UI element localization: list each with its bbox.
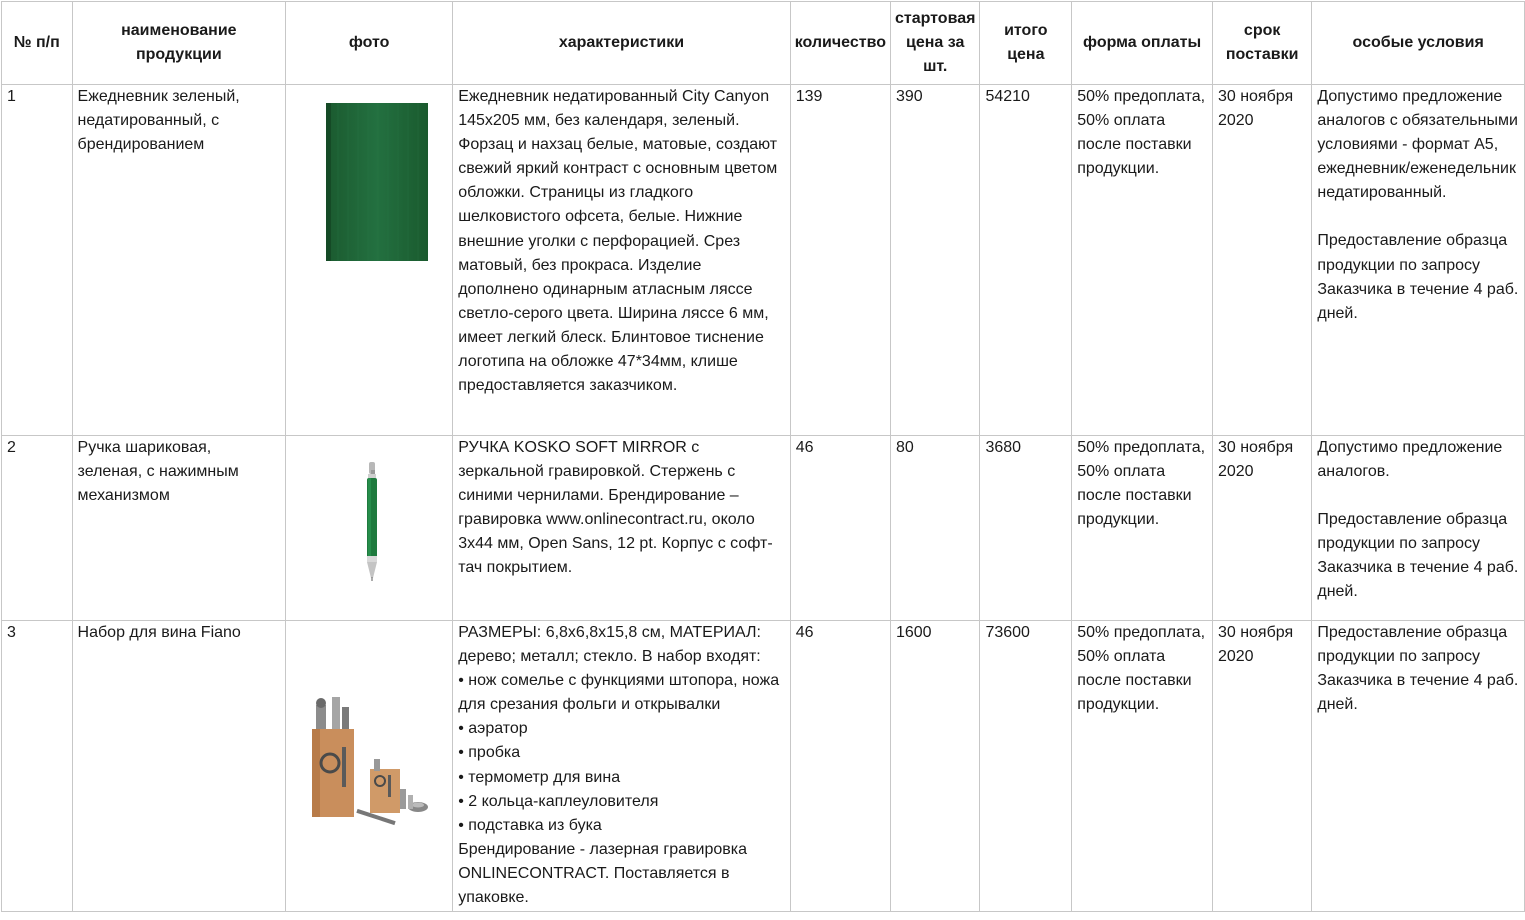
cell-total[interactable]: 54210 [980, 85, 1072, 436]
cell-specs[interactable]: Ежедневник недатированный City Canyon 145х205 мм, без календаря, зеленый. Форзац и нахзац белые, матовые, создают свежий яркий контраст с основным цветом обложки. Страницы из гладкого шелковистого офсета, белые. Нижние внешние уголки с перфорацией. Срез матовый, без прокраса. Изделие дополнено одинарным атласным ляссе светло-серого цвета. Ширина ляссе 6 мм, имеет легкий блеск. Блинтовое тиснение логотипа на обложке 47*34мм, клише предоставляется заказчиком. [453, 85, 791, 436]
condition-text: Предоставление образца продукции по запросу Заказчика в течение 4 раб. дней. [1317, 232, 1519, 322]
header-cell-payment[interactable]: форма оплаты [1072, 2, 1213, 85]
spec-line: • 2 кольца-каплеуловителя [458, 792, 659, 810]
header-cell-delivery[interactable]: срок поставки [1212, 2, 1311, 85]
cell-photo[interactable] [286, 436, 453, 621]
cell-name[interactable]: Набор для вина Fiano [72, 621, 286, 912]
table-row [2, 85, 1525, 436]
cell-delivery[interactable]: 30 ноября 2020 [1212, 436, 1311, 621]
green-pen-photo [362, 460, 382, 584]
spec-line: • аэратор [458, 720, 528, 738]
cell-conditions[interactable] [1312, 436, 1525, 621]
header-cell-name[interactable]: наименование продукции [72, 2, 286, 85]
header-cell-specs[interactable]: характеристики [453, 2, 791, 85]
wine-set-photo [308, 677, 438, 837]
cell-price[interactable]: 390 [890, 85, 979, 436]
cell-specs[interactable]: РУЧКА KOSKO SOFT MIRROR с зеркальной гравировкой. Стержень с синими чернилами. Брендирование – гравировка www.onlinecontract.ru, около 3х44 мм, Open Sans, 12 pt. Корпус с софт-тач покрытием. [453, 436, 791, 621]
spec-line: • нож сомелье с функциями штопора, ножа для срезания фольги и открывалки [458, 672, 780, 714]
header-cell-qty[interactable]: количество [790, 2, 890, 85]
cell-delivery[interactable]: 30 ноября 2020 [1212, 621, 1311, 912]
cell-name[interactable]: Ручка шариковая, зеленая, с нажимным механизмом [72, 436, 286, 621]
cell-num[interactable]: 2 [2, 436, 73, 621]
cell-price[interactable]: 1600 [890, 621, 979, 912]
condition-text: Допустимо предложение аналогов с обязательными условиями - формат А5, ежедневник/еженедельник недатированный. [1317, 88, 1518, 202]
spec-line: • пробка [458, 744, 521, 762]
cell-num[interactable]: 3 [2, 621, 73, 912]
spreadsheet [1, 1, 1525, 912]
cell-payment[interactable]: 50% предоплата, 50% оплата после поставки продукции. [1072, 436, 1213, 621]
cell-num[interactable]: 1 [2, 85, 73, 436]
cell-conditions[interactable] [1312, 85, 1525, 436]
cell-name[interactable]: Ежедневник зеленый, недатированный, с брендированием [72, 85, 286, 436]
cell-photo[interactable] [286, 621, 453, 912]
spec-line: • термометр для вина [458, 768, 621, 786]
header-cell-price[interactable]: стартовая цена за шт. [890, 2, 979, 85]
table-row [2, 621, 1525, 912]
cell-price[interactable]: 80 [890, 436, 979, 621]
condition-text: Допустимо предложение аналогов. [1317, 439, 1503, 481]
header-cell-photo[interactable]: фото [286, 2, 453, 85]
cell-delivery[interactable]: 30 ноября 2020 [1212, 85, 1311, 436]
header-cell-num[interactable]: № п/п [2, 2, 73, 85]
cell-specs[interactable] [453, 621, 791, 912]
header-row [2, 2, 1525, 85]
condition-text: Предоставление образца продукции по запросу Заказчика в течение 4 раб. дней. [1317, 624, 1519, 714]
spec-line: Брендирование - лазерная гравировка ONLINECONTRACT. Поставляется в упаковке. [458, 840, 747, 907]
cell-photo[interactable] [286, 85, 453, 436]
cell-total[interactable]: 73600 [980, 621, 1072, 912]
cell-payment[interactable]: 50% предоплата, 50% оплата после поставки продукции. [1072, 621, 1213, 912]
spec-line: РАЗМЕРЫ: 6,8х6,8х15,8 см, МАТЕРИАЛ: дерево; металл; стекло. В набор входят: [458, 624, 761, 666]
spec-line: • подставка из бука [458, 816, 602, 834]
table-row [2, 436, 1525, 621]
cell-total[interactable]: 3680 [980, 436, 1072, 621]
cell-conditions[interactable] [1312, 621, 1525, 912]
header-cell-conditions[interactable]: особые условия [1312, 2, 1525, 85]
cell-qty[interactable]: 46 [790, 436, 890, 621]
cell-qty[interactable]: 46 [790, 621, 890, 912]
cell-payment[interactable]: 50% предоплата, 50% оплата после поставки продукции. [1072, 85, 1213, 436]
condition-text: Предоставление образца продукции по запросу Заказчика в течение 4 раб. дней. [1317, 511, 1519, 601]
header-cell-total[interactable]: итого цена [980, 2, 1072, 85]
cell-qty[interactable]: 139 [790, 85, 890, 436]
green-notebook-photo [324, 101, 434, 265]
product-table [1, 1, 1525, 912]
